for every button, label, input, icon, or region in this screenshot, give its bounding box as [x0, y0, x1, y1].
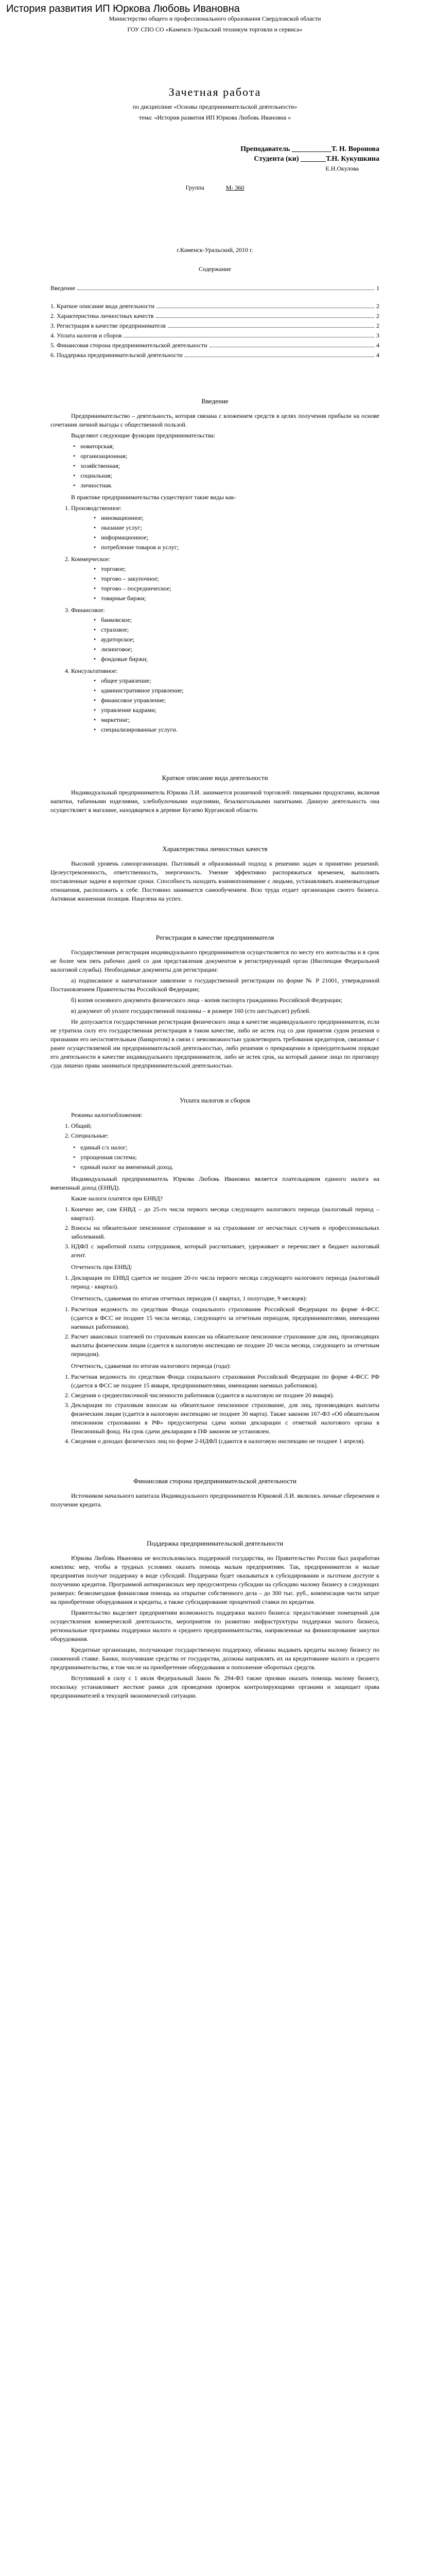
list-item: • торговое; [102, 565, 379, 573]
paragraph: Отчетность при ЕНВД: [71, 1263, 133, 1270]
paragraph: Правительство выделяет предприятиям возможность поддержки малого бизнеса: предоставление помещений для осуществления коммерческой деятельности, мероприятия по развитию инфраструктуры поддержки малого бизнеса, региональные программы поддержки малого и среднего предпринимательства, направленные на финансирование закупки оборудования. [50, 1609, 379, 1642]
toc-item-page: 4 [376, 342, 379, 349]
list-item: • финансовое управление; [102, 696, 379, 705]
list-item: • банковское; [102, 616, 379, 624]
list-item: 4. Сведения о доходах физических лиц по форме 2-НДФЛ (сдаются в налоговую инспекцию не позднее 1 апреля). [71, 1437, 379, 1446]
kind-name: Финансовое: [71, 606, 105, 614]
student-line: Студента (ки) _______Т.Н. Кукушкина [254, 155, 379, 163]
toc-item[interactable] [50, 351, 379, 360]
topic-line: тема: «История развития ИП Юркова Любовь Ивановна » [138, 114, 291, 121]
functions-list [50, 442, 379, 490]
list-item: 2. Сведения о среднесписочной численности работников (сдаются в налоговую не позднее 20 января). [71, 1391, 379, 1400]
section-heading: Краткое описание вида деятельности [162, 774, 268, 782]
list-item [71, 667, 379, 734]
toc-item-label: 4. Уплата налогов и сборов [50, 332, 122, 339]
paragraph: В практике предпринимательства существуют такие виды как- [71, 494, 236, 501]
list-item: 1. Общий; [71, 1122, 379, 1130]
paragraph: Режимы налогообложения: [71, 1111, 143, 1118]
list-item [71, 555, 379, 603]
paragraph: Государственная регистрация индивидуального предпринимателя осуществляется по месту его жительства и в срок не более чем пять рабочих дней со дня представления документов в регистрирующий орган (Инспекция Федеральной налоговой службы). Необходимые документы для регистрации: [50, 948, 379, 973]
doc-title: Зачетная работа [168, 86, 261, 98]
list-item: • оказание услуг; [102, 523, 379, 532]
list-item: • информационное; [102, 533, 379, 542]
list-item: • управление кадрами; [102, 706, 379, 715]
list-item [71, 504, 379, 552]
paragraph: Высокий уровень самоорганизации. Пытливый и образованный подход к решению задач и принятию решений. Целеустремленность, ответственность, энергичность. Умение эффективно распоряжаться временем, выполнять поставленные задачи в короткие сроки. Способность находить взаимопонимание с людьми, устанавливать взаимовыгодные отношения, расположить к себе. Постоянно занимается самообучением. Всю труда отдает организации своего бизнеса. Активная жизненная позиция. Нацелена на успех. [50, 860, 379, 902]
list-item: • страховое; [102, 625, 379, 634]
list-item [71, 606, 379, 664]
toc-item[interactable] [50, 284, 379, 293]
list-item: 1. Расчетная ведомость по средствам Фонда социального страхования Российской Федерации по форме 4-ФСС (сдается в ФСС не позднее 15 числа месяца, следующего за отчетным периодом, предпринимателями, имеющими наемных работников). [71, 1305, 379, 1331]
intro-heading: Введение [201, 397, 229, 405]
list-item: 2. Специальные: [71, 1131, 379, 1140]
group-value: М- 360 [225, 184, 245, 191]
list-item: • потребление товаров и услуг; [102, 543, 379, 552]
toc-item-page: 1 [376, 284, 379, 292]
toc-item-label: 5. Финансовая сторона предпринимательской деятельности [50, 342, 207, 349]
list-item: • торгово – посредническое; [102, 584, 379, 593]
section-heading: Финансовая сторона предпринимательской деятельности [133, 1477, 297, 1485]
reports1-list [50, 1274, 379, 1291]
list-item: • лизинговое; [102, 645, 379, 654]
list-item: • торгово – закупочное; [102, 574, 379, 583]
list-item: 1. Конечно же, сам ЕНВД – до 25-го числа первого месяца следующего налогового периода (налоговый период – квартал). [71, 1205, 379, 1223]
ministry-line: Министерство общего и профессионального образования Свердловской области [109, 15, 321, 22]
student-sub-line: Е.Н.Окулова [325, 165, 359, 172]
list-item: • новаторская; [81, 442, 379, 451]
paragraph: а) подписанное и напечатанное заявление о государственной регистрации по форме № Р 21001, утвержденной Постановлением Правительства Российской Федерации; [50, 977, 379, 993]
paragraph: Не допускается государственная регистрация физического лица в качестве индивидуального предпринимателя, если не утратила силу его государственная регистрация в таком качестве, либо не истек год со дня принятия судом решения о признании его несостоятельным (банкротом) в связи с невозможностью удовлетворить требования кредиторов, связанные с ранее осуществляемой им предпринимательской деятельностью, либо решения о прекращении в принудительном порядке его деятельности в качестве индивидуального предпринимателя, либо не истек срок, на который данное лицо по приговору суда лишено права заниматься предпринимательской деятельностью. [50, 1018, 379, 1069]
paragraph: Какие налоги платятся при ЕНВД? [71, 1195, 163, 1202]
list-item: • общее управление; [102, 676, 379, 685]
discipline-line: по дисциплине «Основы предпринимательской деятельности» [132, 103, 298, 110]
toc-item[interactable] [50, 341, 379, 350]
kind-name: Консультативное: [71, 667, 118, 674]
regimes-list [50, 1122, 379, 1140]
paragraph: Индивидуальный предприниматель Юркова Л.И. занимается розничной торговлей: пищевыми продуктами, включая напитки, табачными изделиями, хлебобулочными изделиями, безалкогольными напитками. Данную деятельность она осуществляет в магазине, находящемся в деревне Бугаево Курганской области. [50, 789, 379, 814]
list-item: • единый налог на вмененный доход. [81, 1163, 379, 1172]
list-item: • специализированные услуги. [102, 725, 379, 734]
city-year-line: г.Каменск-Уральский, 2010 г. [177, 246, 253, 253]
toc-item-label: Введение [50, 284, 76, 292]
reports3-list [50, 1372, 379, 1446]
paragraph: Выделяют следующие функции предпринимательства: [71, 432, 216, 439]
paragraph: Отчетность, сдаваемая по итогам налогового периода (года): [71, 1362, 231, 1369]
paragraph: Кредитные организации, получающие государственную поддержку, обязаны выдавать кредиты малому бизнесу по сниженной ставке. Банки, получившие средства от государства, должны направлять их на кредитование малого и среднего предпринимательства, в том числе на приобретение оборудования и пополнение оборотных средств. [50, 1646, 379, 1671]
list-item: • административное управление; [102, 686, 379, 695]
paragraph: Источником начального капитала Индивидуального предпринимателя Юрковой Л.И. являлись личные сбережения и получение кредита. [50, 1492, 379, 1508]
kinds-list [50, 504, 379, 734]
sub-list [71, 514, 379, 552]
paragraph: Предпринимательство – деятельность, которая связана с вложением средств в целях получения прибыли на основе сочетания личной выгоды с общественной пользой. [50, 412, 379, 428]
kind-name: Производственное: [71, 504, 122, 512]
list-item: 1. Декларация по ЕНВД сдается не позднее 20-го числа первого месяца следующего налогового периода (налоговый период - квартал). [71, 1274, 379, 1291]
list-item: • организационная; [81, 452, 379, 461]
toc-heading: Содержание [199, 265, 231, 273]
document-page [0, 14, 436, 1700]
paragraph: Юркова Любовь Ивановна не воспользовалась поддержкой государства, но Правительство России был разработан комплекс мер, чтобы в трудных условиях оказать помощь малым предприятиям. Так, предприниматели и малые предприятия получат поддержку в виде субсидий. Поддержка будет оказываться в субсидировании и льготном доступе к получению кредитов. Программой антикризисных мер предусмотрена субсидии на субсидию малому бизнесу в следующих размерах: безвозмездная финансовая помощь на открытие собственного дела – до 300 тыс. руб., компенсация части затрат на приобретение оборудования и кредиты, а также субсидирование процентной ставки по кредитам. [50, 1554, 379, 1605]
group-line [50, 183, 379, 192]
sub-list [71, 616, 379, 664]
toc-item[interactable] [50, 302, 379, 311]
toc-item[interactable] [50, 321, 379, 330]
regimes-sublist [50, 1143, 379, 1172]
toc-item-page: 2 [376, 302, 379, 310]
toc-item-label: 2. Характеристика личностных качеств [50, 312, 154, 319]
list-item: 2. Расчет авансовых платежей по страховым взносам на обязательное пенсионное страхование для лиц, производящих выплаты физическим лицам (сдается в налоговую инспекцию не позднее 20 числа месяца, следующего за отчетным периодом). [71, 1332, 379, 1359]
list-item: • фондовые биржи; [102, 655, 379, 664]
toc-item-page: 2 [376, 322, 379, 329]
list-item: • упрощенная система; [81, 1153, 379, 1162]
toc-item-label: 3. Регистрация в качестве предпринимателя [50, 322, 166, 329]
toc-item-label: 6. Поддержка предпринимательской деятельности [50, 351, 183, 359]
document-title: История развития ИП Юркова Любовь Ивановна [6, 3, 240, 14]
paragraph: Отчетность, сдаваемая по итогам отчетных периодов (1 квартал, 1 полугодие, 9 месяцев): [71, 1295, 307, 1302]
paragraph: Вступивший в силу с 1 июля Федеральный Закон № 294-ФЗ также призван оказать помощь малому бизнесу, поскольку устанавливает жесткие рамки для проведения проверок контролирующими органами и защищает права предпринимателей в текущей экономической ситуации. [50, 1674, 379, 1699]
toc-item-page: 4 [376, 351, 379, 359]
paragraph: в) документ об уплате государственной пошлины – в размере 160 (сто шестьдесят) рублей. [71, 1007, 311, 1014]
section-heading: Поддержка предпринимательской деятельности [146, 1539, 284, 1547]
college-line: ГОУ СПО СО «Каменск-Уральский техникум торговли и сервиса» [127, 26, 303, 33]
paragraph: Индивидуальный предприниматель Юркова Любовь Ивановна является плательщиком единого налога на вмененный доход (ЕНВД). [50, 1175, 379, 1191]
toc-item-page: 3 [376, 332, 379, 339]
list-item: • маркетинг; [102, 716, 379, 724]
toc-item[interactable] [50, 331, 379, 340]
list-item: 3. НДФЛ с заработной платы сотрудников, который рассчитывает, удерживает и перечисляет в бюджет налоговый агент. [71, 1242, 379, 1260]
kind-name: Коммерческое: [71, 555, 111, 563]
list-item: • хозяйственная; [81, 462, 379, 470]
list-item: 3. Декларация по страховым взносам на обязательное пенсионное страхование, для лиц, производящих выплаты физическим лицам (сдается в налоговую инспекцию не позднее 30 марта). Также законом 167-ФЗ «Об обязательном пенсионном страховании в РФ» предусмотрена сдача копии декларации с отметкой налогового органа в Пенсионный фонд. На срок сдачи декларации в ПФ законом не установлен. [71, 1401, 379, 1436]
list-item: • товарные биржи; [102, 594, 379, 603]
reports2-list [50, 1305, 379, 1359]
taxes-list [50, 1205, 379, 1260]
sub-list [71, 565, 379, 603]
list-item: 2. Взносы на обязательное пенсионное страхование и на страхование от несчастных случаев и профессиональных заболеваний. [71, 1224, 379, 1241]
toc-list [50, 284, 379, 360]
section-heading: Уплата налогов и сборов [180, 1096, 250, 1104]
toc-item[interactable] [50, 312, 379, 320]
section-heading: Регистрация в качестве предпринимателя [155, 934, 274, 941]
toc-item-label: 1. Краткое описание вида деятельности [50, 302, 154, 310]
paragraph: б) копия основного документа физического лица - копия паспорта гражданина Российской Федерации; [71, 996, 342, 1004]
document-title-bar [0, 0, 436, 14]
list-item: • аудиторское; [102, 635, 379, 644]
sub-list [71, 676, 379, 734]
list-item: • личностная. [81, 481, 379, 490]
section-heading: Характеристика личностных качеств [162, 845, 268, 853]
teacher-line: Преподаватель ___________Т. Н. Воронова [240, 145, 379, 153]
toc-item-page: 2 [376, 312, 379, 319]
group-label: Группа [185, 184, 204, 191]
list-item: • инновационное; [102, 514, 379, 522]
list-item: 1. Расчетная ведомость по средствам Фонда социального страхования Российской Федерации по форме 4-ФСС РФ (сдается в ФСС не позднее 15 января, предпринимателями, имеющими наемных работников). [71, 1372, 379, 1390]
list-item: • единый с/х налог; [81, 1143, 379, 1152]
list-item: • социальная; [81, 471, 379, 480]
